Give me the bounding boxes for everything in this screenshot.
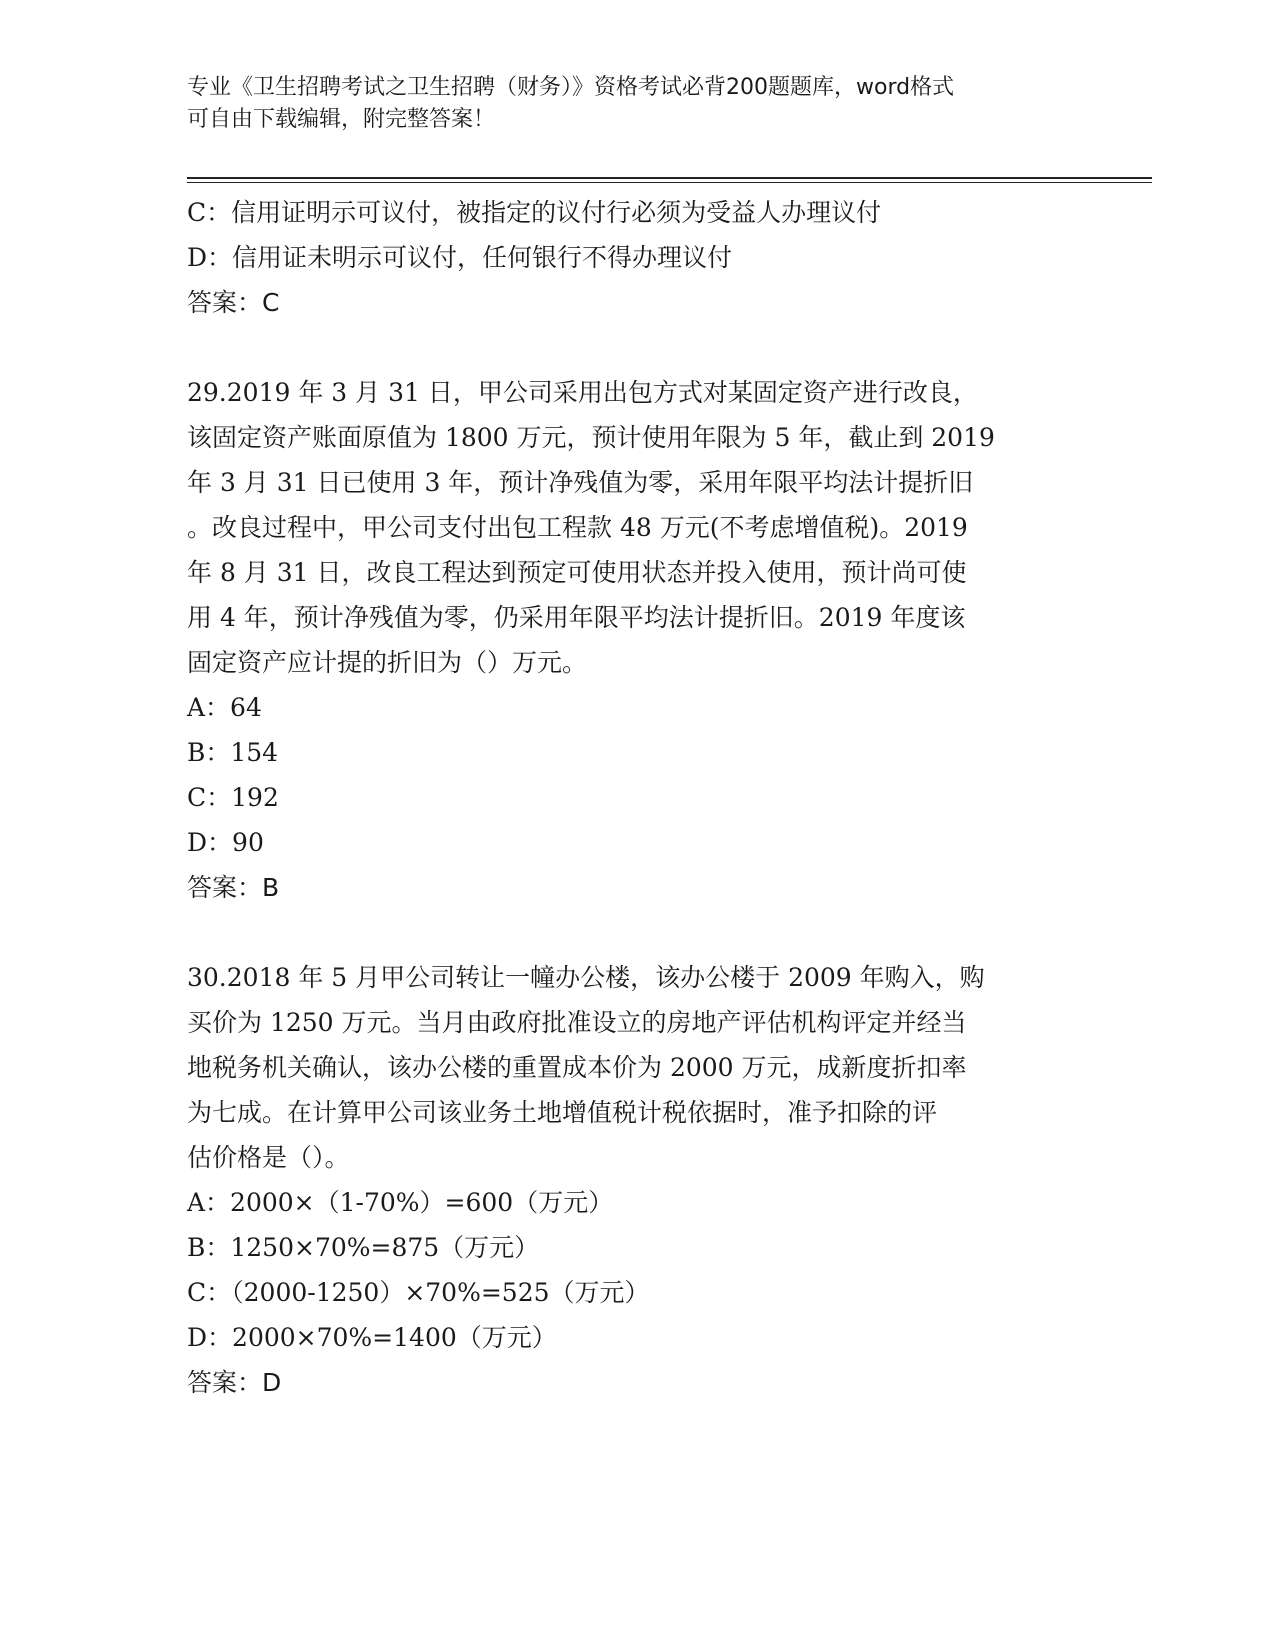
answer-line: 答案：C <box>187 288 280 317</box>
document-header <box>187 72 1067 136</box>
stem-line: 30.2018 年 5 月甲公司转让一幢办公楼，该办公楼于 2009 年购入，购 <box>187 963 985 992</box>
option-d: D：90 <box>187 828 264 857</box>
stem-line: 年 3 月 31 日已使用 3 年，预计净残值为零，采用年限平均法计提折旧 <box>187 468 974 497</box>
stem-line: 29.2019 年 3 月 31 日，甲公司采用出包方式对某固定资产进行改良， <box>187 378 978 407</box>
stem-line: 年 8 月 31 日，改良工程达到预定可使用状态并投入使用，预计尚可使 <box>187 558 967 587</box>
answer-line: 答案：B <box>187 873 280 902</box>
stem-line: 固定资产应计提的折旧为（）万元。 <box>187 648 588 677</box>
stem-line: 。改良过程中，甲公司支付出包工程款 48 万元(不考虑增值税)。2019 <box>187 513 968 542</box>
stem-line: 用 4 年，预计净残值为零，仍采用年限平均法计提折旧。2019 年度该 <box>187 603 966 632</box>
option-b: B：154 <box>187 738 279 767</box>
option-c: C：（2000-1250）×70%=525（万元） <box>187 1278 650 1307</box>
header-rule-thin <box>187 182 1152 183</box>
option-b: B：1250×70%=875（万元） <box>187 1233 540 1262</box>
spacer <box>187 910 1087 955</box>
spacer <box>187 325 1087 370</box>
question-30 <box>187 955 1087 1405</box>
stem-line: 为七成。在计算甲公司该业务土地增值税计税依据时，准予扣除的评 <box>187 1098 938 1127</box>
question-28-tail <box>187 190 1087 325</box>
option-a: A：64 <box>187 693 262 722</box>
header-line-1: 专业《卫生招聘考试之卫生招聘（财务）》资格考试必背200题题库，word格式 <box>187 75 955 100</box>
document-body <box>187 190 1087 1405</box>
option-c: C：信用证明示可议付，被指定的议付行必须为受益人办理议付 <box>187 198 882 227</box>
option-d: D：2000×70%=1400（万元） <box>187 1323 557 1352</box>
answer-line: 答案：D <box>187 1368 282 1397</box>
header-line-2: 可自由下载编辑，附完整答案！ <box>187 107 496 132</box>
stem-line: 买价为 1250 万元。当月由政府批准设立的房地产评估机构评定并经当 <box>187 1008 967 1037</box>
stem-line: 该固定资产账面原值为 1800 万元，预计使用年限为 5 年，截止到 2019 <box>187 423 995 452</box>
stem-line: 地税务机关确认，该办公楼的重置成本价为 2000 万元，成新度折扣率 <box>187 1053 967 1082</box>
question-29 <box>187 370 1087 910</box>
stem-line: 估价格是（）。 <box>187 1143 350 1172</box>
option-d: D：信用证未明示可议付，任何银行不得办理议付 <box>187 243 733 272</box>
option-c: C：192 <box>187 783 279 812</box>
header-rule-thick <box>187 177 1152 179</box>
option-a: A：2000×（1-70%）=600（万元） <box>187 1188 614 1217</box>
